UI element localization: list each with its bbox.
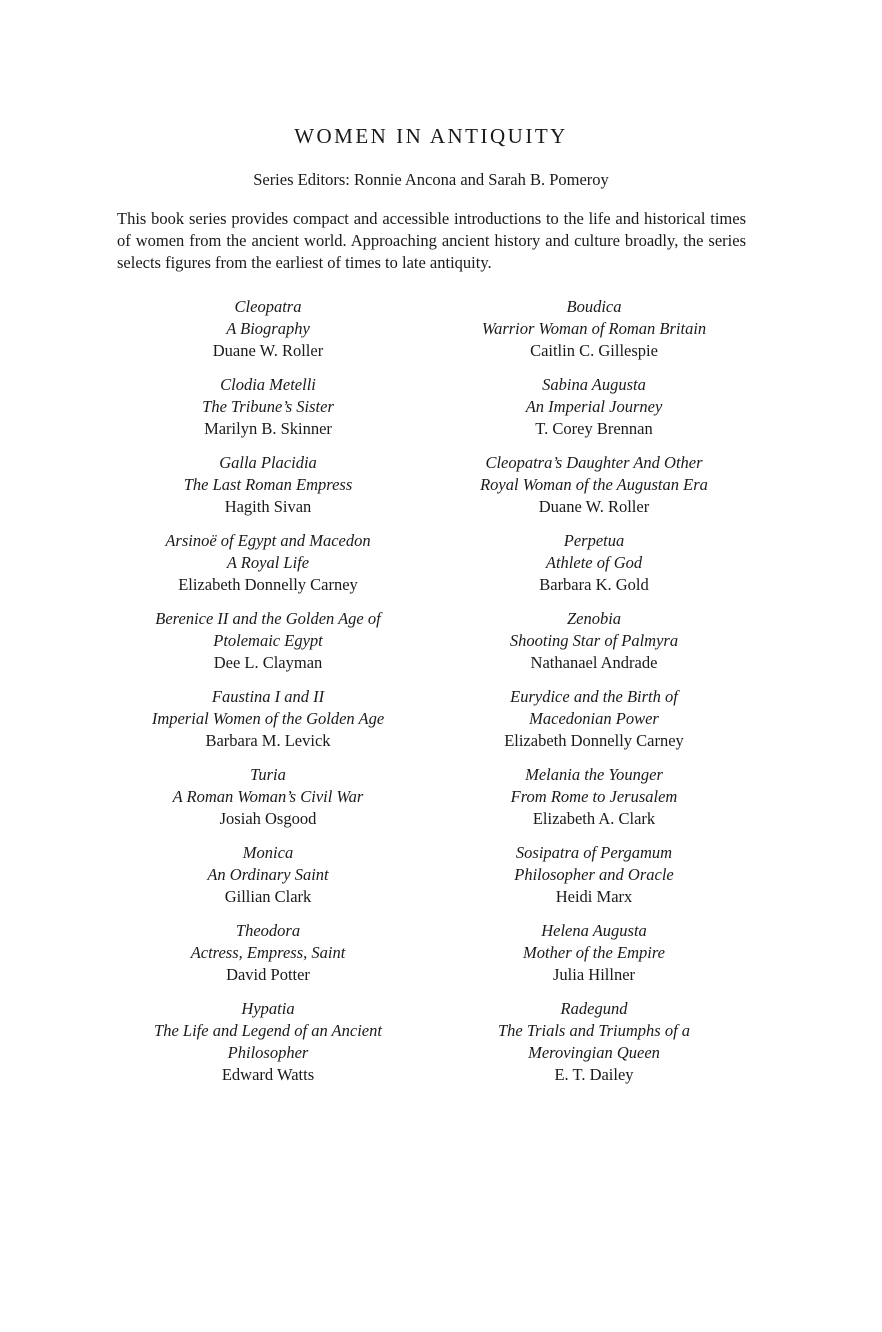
book-entry (434, 764, 754, 830)
book-author: David Potter (226, 965, 310, 984)
book-author: Elizabeth Donnelly Carney (178, 575, 358, 594)
book-subtitle-line: Royal Woman of the Augustan Era (480, 475, 708, 494)
book-title-line: Monica (242, 843, 294, 862)
book-title-line: Berenice II and the Golden Age of (155, 609, 381, 628)
book-subtitle-line: Philosopher and Oracle (514, 865, 674, 884)
book-entry (434, 374, 754, 440)
book-subtitle-line: A Roman Woman’s Civil War (172, 787, 364, 806)
book-entry (108, 452, 428, 518)
book-subtitle-line: Philosopher (227, 1043, 309, 1062)
book-subtitle-line: Actress, Empress, Saint (190, 943, 346, 962)
series-title: WOMEN IN ANTIQUITY (294, 124, 568, 148)
book-title-line: Eurydice and the Birth of (510, 687, 678, 706)
book-subtitle-line: An Imperial Journey (525, 397, 663, 416)
book-author: T. Corey Brennan (535, 419, 653, 438)
book-subtitle-line: The Life and Legend of an Ancient (154, 1021, 382, 1040)
series-description: This book series provides compact and accessible introductions to the life and historical times of women from the ancient world. Approaching ancient history and culture broadly, the series selects figures from the earliest of times to late antiquity. (117, 209, 746, 272)
book-subtitle-line: From Rome to Jerusalem (510, 787, 678, 806)
book-subtitle-line: Warrior Woman of Roman Britain (481, 319, 707, 338)
book-title-line: Clodia Metelli (220, 375, 316, 394)
book-title-line: Cleopatra (234, 297, 302, 316)
book-author: Duane W. Roller (212, 341, 324, 360)
book-subtitle-line: The Tribune’s Sister (202, 397, 334, 416)
book-author: Elizabeth A. Clark (532, 809, 656, 828)
book-author: Elizabeth Donnelly Carney (504, 731, 684, 750)
book-entry (108, 764, 428, 830)
right-book-column (434, 296, 754, 1098)
book-subtitle-line: A Royal Life (226, 553, 310, 572)
book-author: Edward Watts (221, 1065, 315, 1084)
book-title-line: Helena Augusta (541, 921, 647, 940)
book-entry (434, 296, 754, 362)
book-author: Heidi Marx (555, 887, 633, 906)
book-author: Hagith Sivan (224, 497, 312, 516)
book-author: Julia Hillner (552, 965, 636, 984)
book-title-line: Hypatia (241, 999, 295, 1018)
book-entry (434, 920, 754, 986)
book-author: Barbara M. Levick (205, 731, 331, 750)
book-entry (434, 452, 754, 518)
book-title-line: Sosipatra of Pergamum (515, 843, 673, 862)
book-entry (108, 374, 428, 440)
book-subtitle-line: Mother of the Empire (523, 943, 665, 962)
book-subtitle-line: Imperial Women of the Golden Age (151, 709, 385, 728)
book-title-line: Sabina Augusta (542, 375, 646, 394)
book-author: Marilyn B. Skinner (204, 419, 332, 438)
book-title-line: Zenobia (566, 609, 622, 628)
book-entry (108, 530, 428, 596)
book-author: Caitlin C. Gillespie (530, 341, 658, 360)
book-title-line: Radegund (560, 999, 628, 1018)
book-subtitle-line: Athlete of God (545, 553, 643, 572)
book-entry (108, 842, 428, 908)
book-title-line: Cleopatra’s Daughter And Other (485, 453, 703, 472)
book-subtitle-line: Merovingian Queen (528, 1043, 660, 1062)
book-author: Barbara K. Gold (539, 575, 649, 594)
book-entry (108, 686, 428, 752)
book-title-line: Theodora (235, 921, 301, 940)
book-subtitle-line: Macedonian Power (529, 709, 659, 728)
series-editors: Series Editors: Ronnie Ancona and Sarah B. Pomeroy (253, 170, 609, 189)
book-entry (434, 842, 754, 908)
book-author: Duane W. Roller (538, 497, 650, 516)
book-entry (434, 530, 754, 596)
book-subtitle-line: Ptolemaic Egypt (213, 631, 323, 650)
book-entry (434, 686, 754, 752)
book-title-line: Boudica (566, 297, 622, 316)
book-author: E. T. Dailey (554, 1065, 634, 1084)
book-author: Josiah Osgood (219, 809, 317, 828)
book-title-line: Arsinoë of Egypt and Macedon (165, 531, 371, 550)
book-title-line: Galla Placidia (219, 453, 317, 472)
book-entry (434, 998, 754, 1086)
book-author: Nathanael Andrade (530, 653, 658, 672)
book-title-line: Turia (250, 765, 286, 784)
book-title-line: Melania the Younger (525, 765, 663, 784)
book-subtitle-line: Shooting Star of Palmyra (509, 631, 679, 650)
book-subtitle-line: A Biography (226, 319, 310, 338)
book-subtitle-line: The Last Roman Empress (183, 475, 353, 494)
book-author: Dee L. Clayman (213, 653, 323, 672)
book-subtitle-line: The Trials and Triumphs of a (497, 1021, 691, 1040)
book-subtitle-line: An Ordinary Saint (207, 865, 329, 884)
book-entry (108, 998, 428, 1086)
book-author: Gillian Clark (224, 887, 312, 906)
book-title-line: Faustina I and II (211, 687, 325, 706)
book-entry (434, 608, 754, 674)
book-entry (108, 920, 428, 986)
book-title-line: Perpetua (563, 531, 625, 550)
left-book-column (108, 296, 428, 1098)
book-entry (108, 608, 428, 674)
book-entry (108, 296, 428, 362)
